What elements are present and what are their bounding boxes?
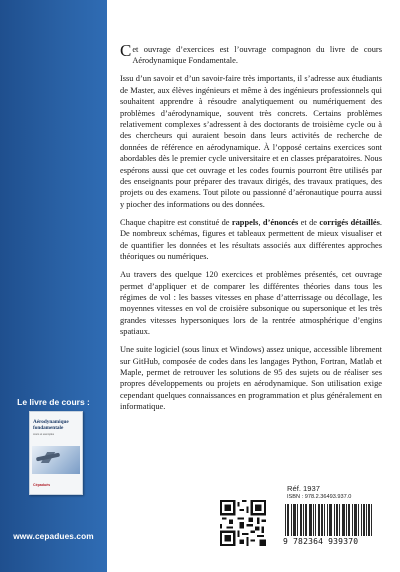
paragraph-structure bbox=[120, 217, 382, 263]
paragraph-intro bbox=[120, 41, 382, 67]
paragraph-software: Une suite logiciel (sous linux et Windows) assez unique, accessible librement sur GitHub, composée de codes dans les langages Python, Fortran, Matlab et Maple, permet de retrouver les solutions de 95 des sujets ou de réaliser ses propres développements ou projets en aérodynamique. Son utilisation exige cependant quelques connaissances en programmation et plus généralement en informatique. bbox=[120, 345, 382, 412]
bold-corriges: corrigés détaillés bbox=[319, 217, 380, 227]
paragraph-audience: Issu d’un savoir et d’un savoir-faire très importants, il s’adresse aux étudiants de Master, aux élèves ingénieurs et même à des ingénieurs professionnels qui souhaitent apprendre à résoudre analytiquement ou numériquement des problèmes d’aérodynamique, souvent très concrets. Certains problèmes relativement complexes s’adressent à des doctorants de troisième cycle ou à des chercheurs qui auraient besoin dans leurs activités de recherche de données de référence en aérodynamique. À l’opposé certains exercices sont abordables dès le premier cycle universitaire et en classes préparatoires. Nous espérons aussi que cet ouvrage et les codes fournis pourront être utilisés par des enseignants pour préparer des travaux dirigés, des travaux pratiques, des projets ou des examens. Tout pilote ou passionné d’aéronautique pourra aussi y piocher des informations ou des données. bbox=[120, 74, 382, 209]
course-book-title-line2: fondamentale bbox=[33, 425, 64, 431]
bold-enonces: d’énoncés bbox=[262, 217, 299, 227]
text-span: et de bbox=[298, 217, 320, 227]
drop-cap: C bbox=[120, 41, 132, 60]
reference-number: Réf. 1937 bbox=[287, 484, 320, 493]
paragraph-regimes: Au travers des quelque 120 exercices et problèmes présentés, cet ouvrage permet d’appliquer et de comparer les différentes théories dans tous les régimes de vol : les basses vitesses en phase d’atterrissage ou décollage, les moyennes vitesses en vol de croisière subsonique ou supersonique et les très grandes vitesses hypersoniques lors de la rentrée atmosphérique d’engins spatiaux. bbox=[120, 270, 382, 337]
paragraph-intro-text: et ouvrage d’exercices est l’ouvrage compagnon du livre de cours Aérodynamique Fondamentale. bbox=[132, 45, 382, 66]
bold-rappels: rappels bbox=[231, 217, 259, 227]
course-book-publisher: Cépaduès bbox=[33, 483, 51, 487]
course-book-title-line1: Aérodynamique bbox=[33, 419, 69, 425]
text-span: , bbox=[258, 217, 263, 227]
publisher-url[interactable]: www.cepadues.com bbox=[13, 531, 94, 541]
back-cover-text bbox=[120, 41, 383, 419]
sidebar-label: Le livre de cours : bbox=[17, 397, 90, 407]
course-book-title bbox=[33, 419, 79, 431]
qr-code-icon[interactable] bbox=[220, 500, 266, 546]
barcode-digits: 9 782364 939370 bbox=[283, 537, 359, 546]
text-span: . De nombreux schémas, figures et tableaux permettent de mieux visualiser et de quantifier les données et les résultats associés aux différentes approches théoriques ou numériques. bbox=[120, 217, 383, 262]
barcode-icon bbox=[285, 504, 373, 536]
course-book-subtitle: cours et exemples bbox=[33, 433, 55, 436]
text-span: Chaque chapitre est constitué de bbox=[120, 217, 232, 227]
isbn: ISBN : 978.2.36493.937.0 bbox=[287, 494, 352, 500]
course-book-thumbnail[interactable] bbox=[29, 411, 83, 495]
